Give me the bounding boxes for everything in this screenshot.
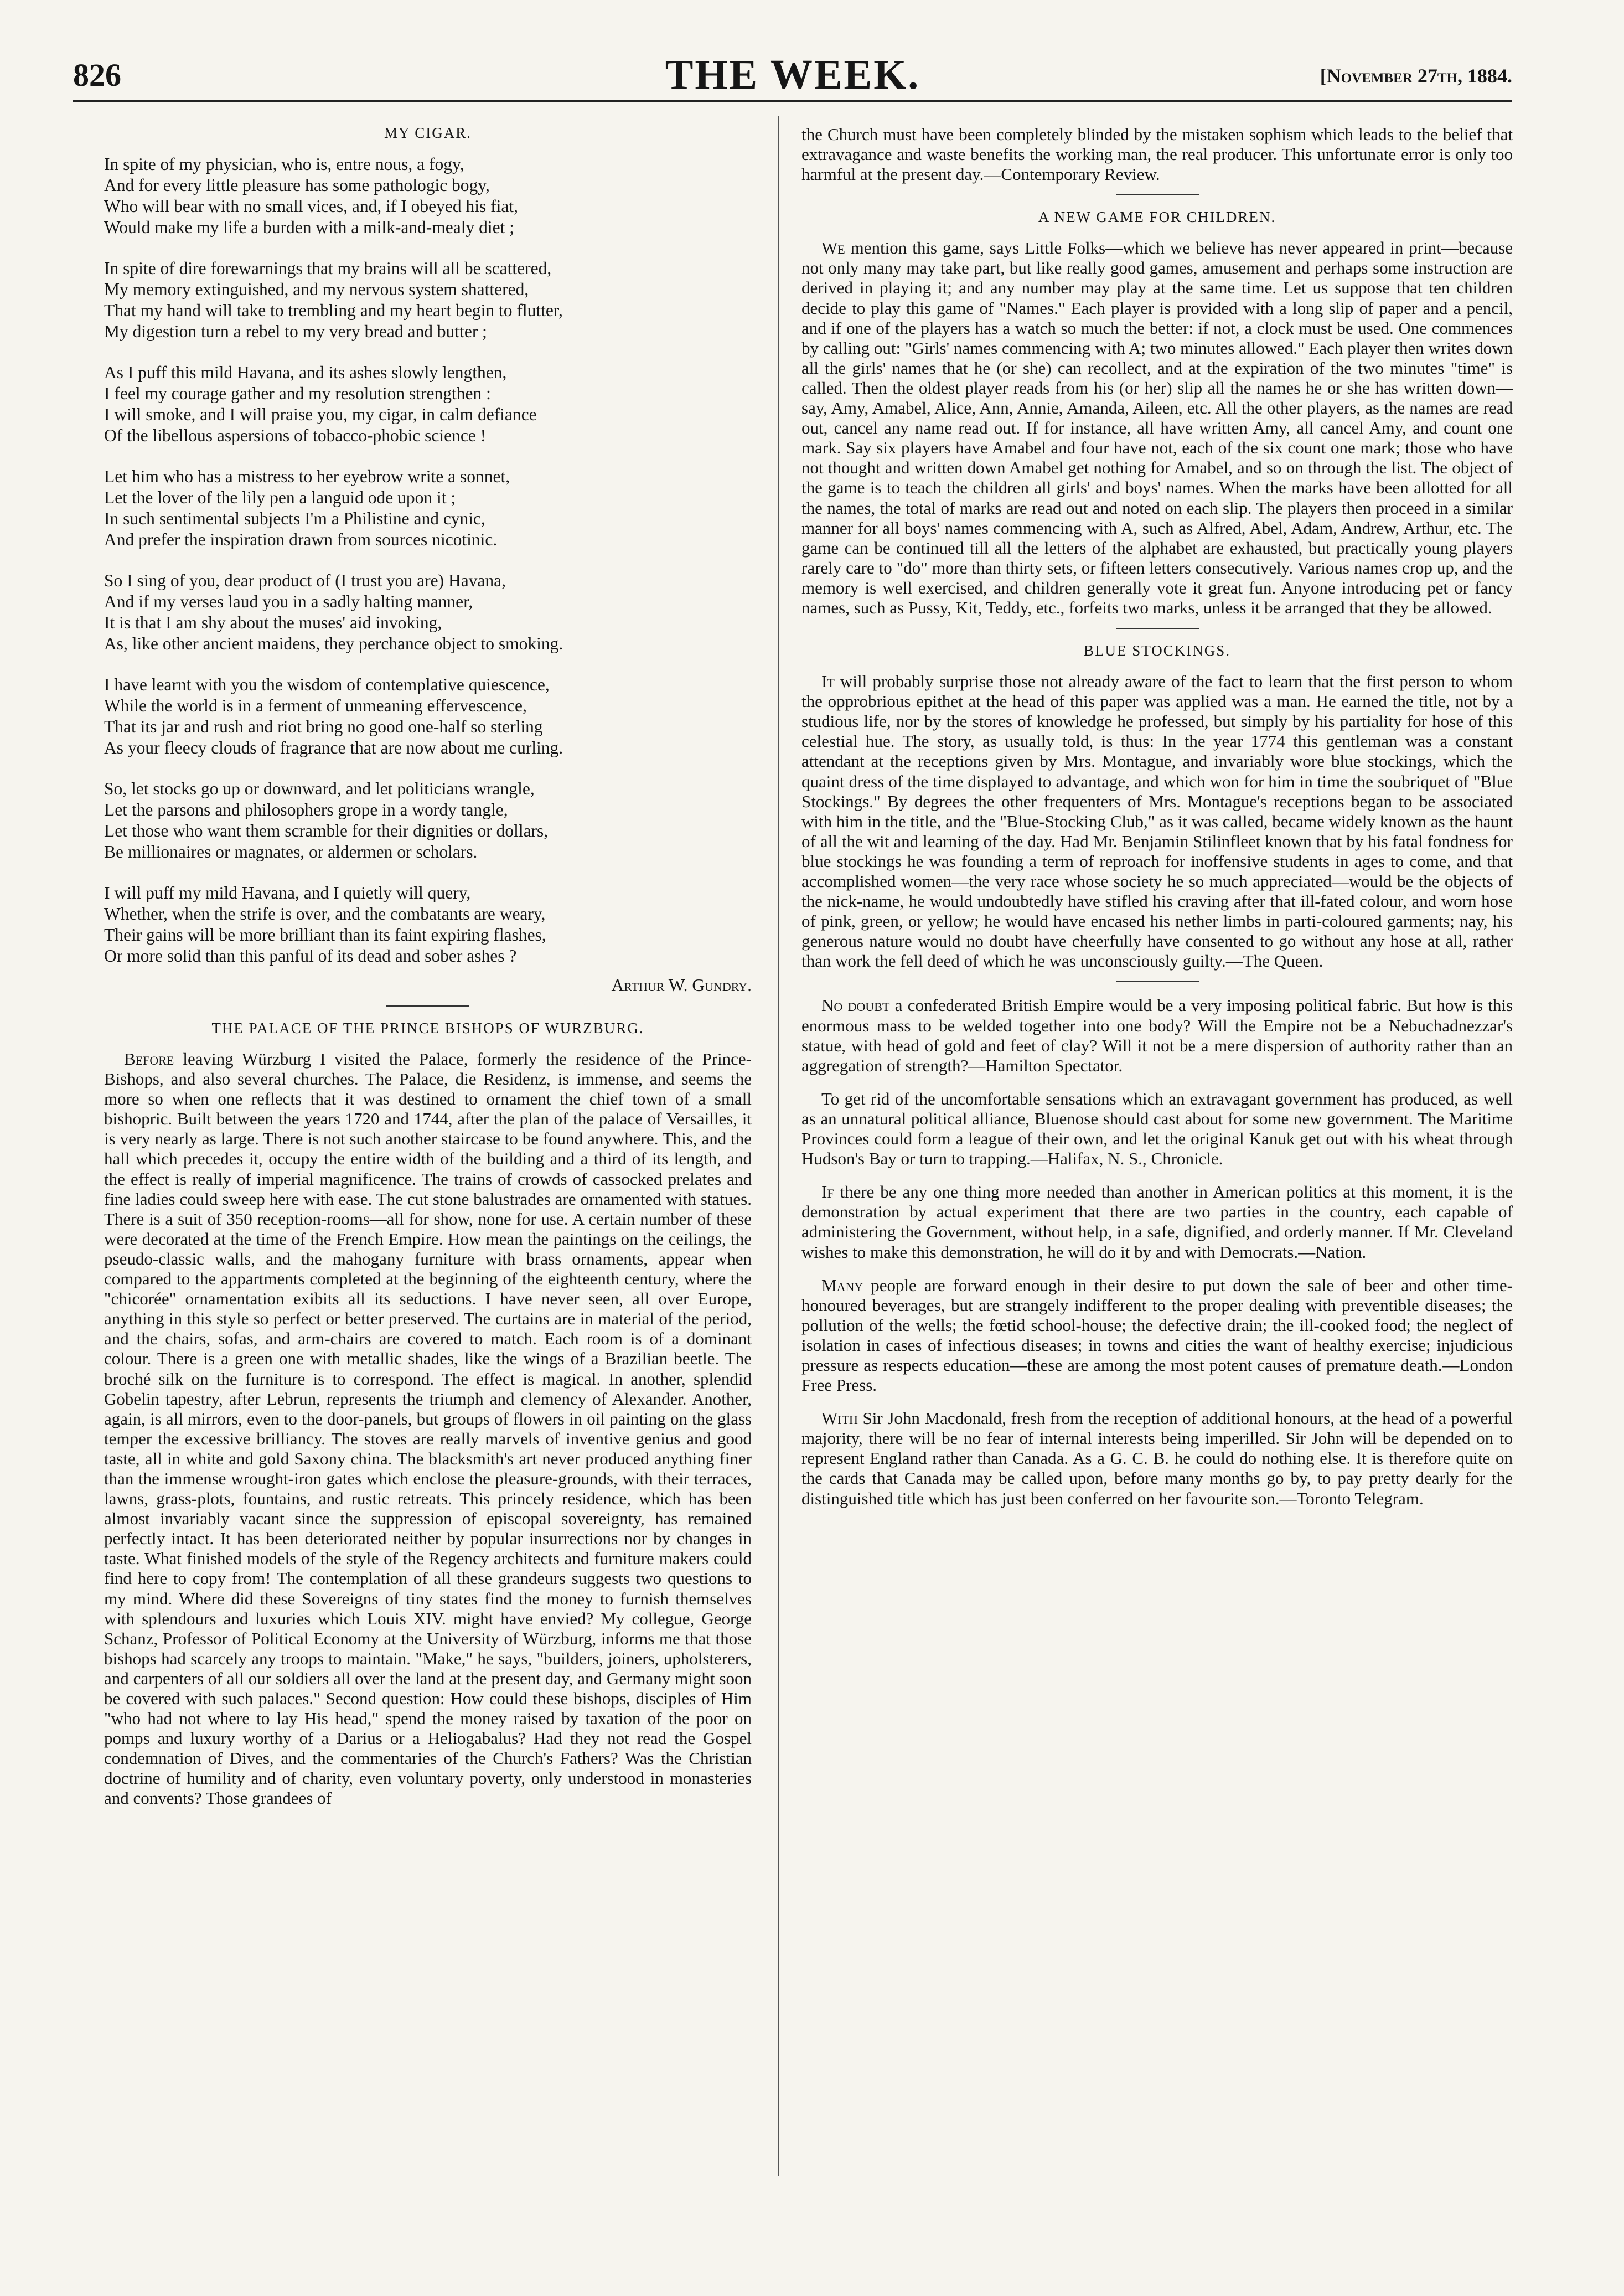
- poem-stanza: [104, 154, 752, 238]
- press-note: [801, 995, 1513, 1075]
- poem-line: That its jar and rush and riot bring no good one-half so sterling: [104, 717, 543, 736]
- poem-stanza: [104, 466, 752, 550]
- press-note: [801, 1182, 1513, 1262]
- poem-line: So, let stocks go up or downward, and let politicians wrangle,: [104, 779, 535, 798]
- blue-stockings-body: [801, 672, 1513, 971]
- poem-line: So I sing of you, dear product of (I trust you are) Havana,: [104, 571, 506, 590]
- continuation-text: the Church must have been completely blinded by the mistaken sophism which leads to the belief that extravagance and waste benefits the working man, the real producer. This unfortunate error is only too harmful at the present day.—Contemporary Review.: [801, 125, 1513, 184]
- drop-word: We: [821, 238, 845, 258]
- poem-stanza: [104, 674, 752, 759]
- section-rule: [1116, 981, 1199, 982]
- right-column: [801, 125, 1513, 1509]
- poem-line: Of the libellous aspersions of tobacco-phobic science !: [104, 426, 487, 445]
- poem-line: Whether, when the strife is over, and the combatants are weary,: [104, 904, 546, 923]
- poem-line: As, like other ancient maidens, they perchance object to smoking.: [104, 634, 563, 653]
- drop-word: If: [821, 1182, 834, 1202]
- paragraph-text: mention this game, says Little Folks—which we believe has never appeared in print—because not only many may take part, but like really good games, amusement and perhaps some instruction are derived in playing it; and any number may play at the same time. Let us suppose that ten children decide to play this game of "Names." Each player is provided with a long slip of paper and a pencil, and if one of the players has a watch so much the better: if not, a clock must be used. One commences by calling out: "Girls' names commencing with A; two minutes allowed." Each player then writes down all the girls' names that he (or she) can recollect, and at the expiration of the two minutes "time" is called. Then the oldest player reads from his (or her) slip all the names he or she has written down—say, Amy, Amabel, Alice, Ann, Annie, Amanda, Aileen, etc. All the other players, as the names are read out, cancel any name read out. If for instance, all have written Amy, all cancel Amy, and count one mark. Say six players have Amabel and four have not, each of the six count one mark; those who have not thought and written down Amabel get nothing for Amabel, and so on through the list. The object of the game is to teach the children all girls' and boys' names. When the marks have been allotted for all the names, the total of marks are read out and noted on each slip. The players then proceed in a similar manner for all boys' names commencing with A, such as Alfred, Abel, Adam, Andrew, Arthur, etc. The game can be continued till all the letters of the alphabet are exhausted, but practically young players rarely care to "do" more than thirty sets, or fifteen letters consecutively. Various names crop up, and the memory is well exercised, and children generally vote it great fun. Anyone introducing pet or fancy names, such as Pussy, Kit, Teddy, etc., forfeits two marks, unless it be arranged that they be allowed.: [801, 238, 1513, 617]
- poem-line: Let those who want them scramble for their dignities or dollars,: [104, 821, 549, 840]
- poem-signature: Arthur W. Gundry.: [611, 976, 752, 995]
- poem-stanza: [104, 778, 752, 863]
- palace-article: [104, 1049, 752, 1809]
- drop-word: Before: [124, 1049, 174, 1069]
- press-note: [801, 1276, 1513, 1396]
- press-note: [801, 1408, 1513, 1508]
- poem-line: While the world is in a ferment of unmeaning effervescence,: [104, 696, 527, 715]
- paragraph-text: there be any one thing more needed than another in American politics at this moment, it is the demonstration by actual experiment that there are two parties in the country, each capable of administering the Government, without help, in a safe, dignified, and orderly manner. If Mr. Cleveland wishes to make this demonstration, he will do it by and with Democrats.—Nation.: [801, 1182, 1513, 1262]
- poem-line: Let the parsons and philosophers grope in a wordy tangle,: [104, 800, 508, 819]
- game-article-body: [801, 238, 1513, 618]
- masthead: [73, 43, 1512, 104]
- poem-line: It is that I am shy about the muses' aid invoking,: [104, 613, 442, 632]
- paragraph-text: a confederated British Empire would be a very imposing political fabric. But how is this enormous mass to be welded together into one body? Will the Empire not be a Nebuchadnezzar's statue, with head of gold and feet of clay? Will it not be a mere dispersion of authority rather than an aggregation of strength?—Hamilton Spectator.: [801, 995, 1513, 1075]
- poem-line: And prefer the inspiration drawn from sources nicotinic.: [104, 530, 498, 549]
- masthead-rule: [73, 100, 1512, 102]
- poem-line: My memory extinguished, and my nervous system shattered,: [104, 280, 529, 299]
- poem-line: Let him who has a mistress to her eyebrow write a sonnet,: [104, 467, 510, 486]
- poem-stanza: [104, 570, 752, 654]
- drop-word: Many: [821, 1275, 863, 1295]
- press-notes: [801, 995, 1513, 1508]
- poem-line: That my hand will take to trembling and my heart begin to flutter,: [104, 301, 563, 320]
- continuation-article: [801, 125, 1513, 184]
- poem-line: As I puff this mild Havana, and its ashes slowly lengthen,: [104, 363, 507, 382]
- poem-line: My digestion turn a rebel to my very bread and butter ;: [104, 322, 487, 341]
- poem-stanza: [104, 883, 752, 967]
- poem-line: As your fleecy clouds of fragrance that are now about me curling.: [104, 738, 563, 757]
- poem-line: Or more solid than this panful of its dead and sober ashes ?: [104, 946, 517, 966]
- poem-line: In such sentimental subjects I'm a Philistine and cynic,: [104, 509, 485, 528]
- poem-line: And if my verses laud you in a sadly halting manner,: [104, 592, 473, 611]
- poem-line: I will smoke, and I will praise you, my cigar, in calm defiance: [104, 405, 537, 424]
- poem-line: Let the lover of the lily pen a languid ode upon it ;: [104, 488, 456, 507]
- palace-article-heading: THE PALACE OF THE PRINCE BISHOPS OF WURZBURG.: [211, 1020, 644, 1036]
- poem-stanza: [104, 362, 752, 446]
- page-number: 826: [73, 57, 121, 93]
- issue-date: [November 27th, 1884.: [1320, 65, 1512, 87]
- poem: [104, 154, 752, 967]
- poem-line: I have learnt with you the wisdom of contemplative quiescence,: [104, 675, 550, 694]
- poem-line: Their gains will be more brilliant than its faint expiring flashes,: [104, 925, 546, 945]
- game-article-heading: A NEW GAME FOR CHILDREN.: [1038, 209, 1276, 226]
- game-article: [801, 238, 1513, 618]
- press-note: [801, 1089, 1513, 1169]
- poem-line: Who will bear with no small vices, and, if I obeyed his fiat,: [104, 197, 518, 216]
- paragraph-text: people are forward enough in their desire to put down the sale of beer and other time-honoured beverages, but are strangely indifferent to the proper dealing with preventible diseases; the pollution of the wells; the fœtid school-house; the defective drain; the ill-cooked food; the neglect of isolation in cases of infectious diseases; in towns and cities the want of healthy exercise; injudicious pressure as respects education—these are among the most potent causes of premature death.—London Free Press.: [801, 1275, 1513, 1395]
- paragraph-text: Sir John Macdonald, fresh from the reception of additional honours, at the head of a powerful majority, there will be no fear of internal interests being imperilled. Sir John will be depended on to represent England rather than Canada. As a G. C. B. he could do nothing else. It is therefore quite on the cards that Canada may be called upon, before many months go by, to pay pretty dearly for the distinguished title which has just been conferred on her favourite son.—Toronto Telegram.: [801, 1408, 1513, 1508]
- section-rule: [386, 1005, 469, 1007]
- poem-line: And for every little pleasure has some pathologic bogy,: [104, 176, 490, 195]
- poem-line: I will puff my mild Havana, and I quietly will query,: [104, 883, 471, 902]
- blue-stockings-article: [801, 672, 1513, 971]
- drop-word: It: [821, 672, 835, 692]
- poem-line: In spite of dire forewarnings that my brains will all be scattered,: [104, 259, 552, 278]
- publication-title: THE WEEK.: [665, 51, 920, 98]
- section-rule: [1116, 628, 1199, 629]
- poem-stanza: [104, 258, 752, 342]
- drop-word: With: [821, 1408, 858, 1428]
- blue-stockings-heading: BLUE STOCKINGS.: [1083, 642, 1231, 659]
- column-divider: [778, 116, 779, 2176]
- poem-line: Be millionaires or magnates, or aldermen or scholars.: [104, 842, 478, 861]
- poem-heading: MY CIGAR.: [384, 125, 472, 141]
- section-rule: [1116, 194, 1199, 195]
- poem-line: I feel my courage gather and my resolution strengthen :: [104, 384, 491, 403]
- poem-line: In spite of my physician, who is, entre nous, a fogy,: [104, 154, 464, 174]
- drop-word: No doubt: [821, 995, 890, 1015]
- poem-line: Would make my life a burden with a milk-and-mealy diet ;: [104, 218, 515, 237]
- paragraph-text: leaving Würzburg I visited the Palace, formerly the residence of the Prince-Bishops, and also several churches. The Palace, die Residenz, is immense, and seems the more so when one reflects that it was destined to ornament the chief town of a small bishopric. Built between the years 1720 and 1744, after the plan of the palace of Versailles, it is very nearly as large. There is not such another staircase to be found anywhere. This, and the hall which precedes it, occupy the entire width of the building and a third of its length, and the effect is really of imperial magnificence. The trains of crowds of cassocked prelates and fine ladies could sweep here with ease. The cut stone balustrades are ornamented with statues. There is a suit of 350 reception-rooms—all for show, none for use. A certain number of these were decorated at the time of the French Empire. How mean the paintings on the ceilings, the pseudo-classic walls, and the mahogany furniture with brass ornaments, appear when compared to the appartments completed at the beginning of the eighteenth century, where the "chicorée" ornamentation exibits all its seductions. I have never seen, all over Europe, anything in this style so perfect or better preserved. The curtains are in material of the period, and the chairs, sofas, and arm-chairs are covered to match. Each room is of a dominant colour. There is a green one with metallic shades, like the wings of a Brazilian beetle. The broché silk on the furniture is to correspond. The effect is magical. In another, splendid Gobelin tapestry, after Lebrun, represents the triumph and clemency of Alexander. Another, again, is all mirrors, even to the door-panels, but groups of flowers in oil painting on the glass temper the excessive brilliancy. The stoves are really marvels of inventive genius and good taste, all in white and gold Saxony china. The blacksmith's art never produced anything finer than the immense wrought-iron gates which enclose the pleasure-grounds, with their terraces, lawns, grass-plots, fountains, and rustic retreats. This princely residence, which has been almost invariably vacant since the suppression of episcopal sovereignty, has remained perfectly intact. It has been deteriorated neither by popular insurrections nor by changes in taste. What finished models of the style of the Regency architects and furniture makers could find here to copy from! The contemplation of all these grandeurs suggests two questions to my mind. Where did these Sovereigns of tiny states find the money to furnish themselves with splendours and luxuries which Louis XIV. might have envied? My collegue, George Schanz, Professor of Political Economy at the University of Würzburg, informs me that those bishops had scarcely any troops to maintain. "Make," he says, "builders, joiners, upholsterers, and carpenters of all our soldiers all over the land at the present day, and Germany might soon be covered with such palaces." Second question: How could these bishops, disciples of Him "who had not where to lay His head," spend the money raised by taxation of the poor on pomps and luxury worthy of a Darius or a Heliogabalus? Had they not read the Gospel condemnation of Dives, and the commentaries of the Church's Fathers? Was the Christian doctrine of humility and of charity, even voluntary poverty, only understood in monasteries and convents? Those grandees of: [104, 1049, 752, 1808]
- left-column: [104, 125, 752, 1809]
- palace-article-body: [104, 1049, 752, 1809]
- paragraph-text: will probably surprise those not already aware of the fact to learn that the first person to whom the opprobrious epithet at the head of this paper was applied was a man. He earned the title, not by a studious life, nor by the stores of knowledge he professed, but simply by his partiality for hose of this celestial hue. The story, as usually told, is thus: In the year 1774 this gentleman was a constant attendant at the receptions given by Mrs. Montague, and invariably wore blue stockings, which the quaint dress of the time displayed to advantage, and which won for him in time the soubriquet of "Blue Stockings." By degrees the other frequenters of Mrs. Montague's receptions began to be associated with him in the title, and the "Blue-Stocking Club," as it was called, became widely known as the haunt of all the wit and learning of the day. Had Mr. Benjamin Stilinfleet known that by his fatal fondness for blue stockings he was founding a term of reproach for inoffensive students in ages to come, and that accomplished women—the very race whose society he so much appreciated—would be the objects of the nick-name, he would undoubtedly have stifled his craving after that ill-fated colour, and worn hose of pink, green, or yellow; he would have encased his nether limbs in parti-coloured garments; nay, his generous nature would no doubt have cheerfully have consented to go without any hose at all, rather than work the fell deed of which he was unconsciously guilty.—The Queen.: [801, 672, 1513, 971]
- paragraph-text: To get rid of the uncomfortable sensations which an extravagant government has produced, as well as an unnatural political alliance, Bluenose should cast about for some new government. The Maritime Provinces could form a league of their own, and let the original Kanuk get out with his wheat through Hudson's Bay or turn to trapping.—Halifax, N. S., Chronicle.: [801, 1088, 1513, 1169]
